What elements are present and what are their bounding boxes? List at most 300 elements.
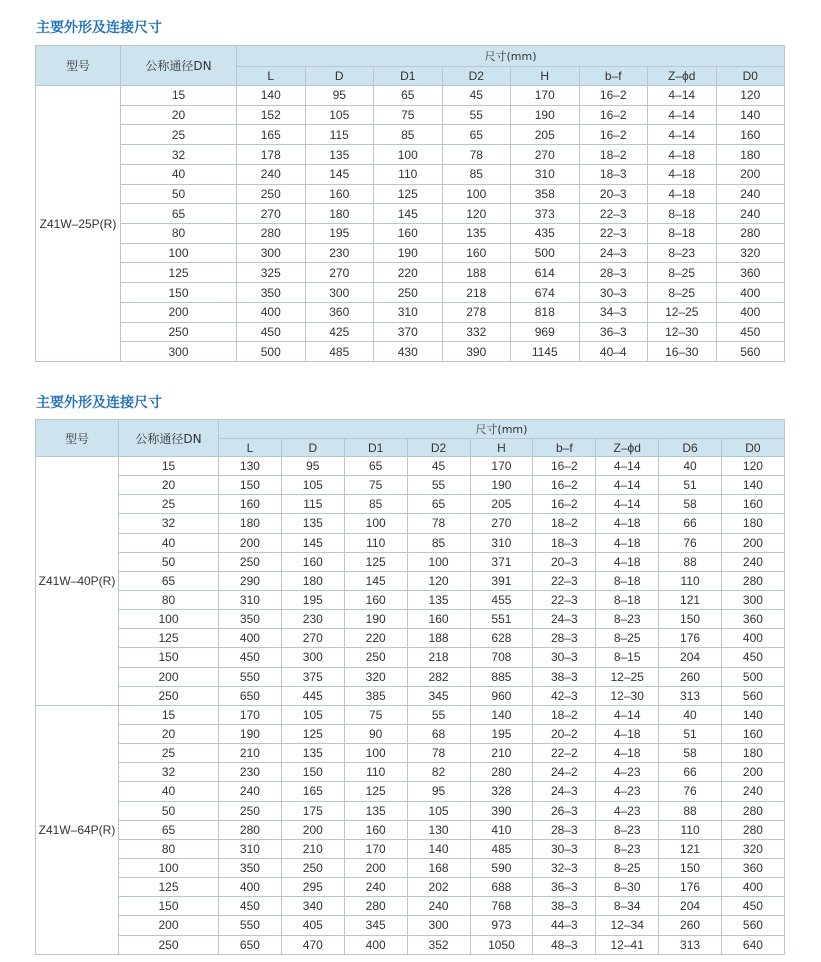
dimension-cell: 614 [511, 263, 580, 283]
dimension-cell: 160 [716, 125, 785, 145]
dimension-cell: 210 [470, 744, 533, 763]
dimension-cell: 768 [470, 897, 533, 916]
dimension-cell: 65 [374, 86, 443, 106]
dn-cell: 80 [119, 590, 219, 609]
dimension-cell: 300 [237, 243, 306, 263]
dimension-cell: 300 [305, 283, 374, 303]
dimension-cell: 300 [407, 916, 470, 935]
dimension-cell: 12–25 [596, 667, 659, 686]
dimension-cell: 130 [407, 820, 470, 839]
dimension-cell: 16–2 [579, 105, 648, 125]
dimension-cell: 310 [219, 839, 282, 858]
dimension-cell: 195 [281, 590, 344, 609]
dimension-cell: 400 [722, 629, 785, 648]
dimension-cell: 22–3 [579, 204, 648, 224]
dimension-cell: 551 [470, 610, 533, 629]
dimension-cell: 24–3 [533, 782, 596, 801]
table-row [36, 744, 785, 763]
dimension-cell: 135 [281, 514, 344, 533]
dimension-table-2 [35, 419, 785, 955]
dimension-cell: 150 [219, 476, 282, 495]
dimension-cell: 165 [237, 125, 306, 145]
dimension-cell: 4–23 [596, 782, 659, 801]
dimension-cell: 130 [219, 457, 282, 476]
table-row [36, 243, 785, 263]
dimension-cell: 250 [374, 283, 443, 303]
table-row [36, 916, 785, 935]
dimension-cell: 38–3 [533, 897, 596, 916]
dimension-cell: 4–18 [596, 514, 659, 533]
dimension-cell: 560 [722, 916, 785, 935]
dimension-cell: 135 [344, 801, 407, 820]
dimension-cell: 450 [237, 322, 306, 342]
dimension-cell: 550 [219, 667, 282, 686]
dimension-cell: 4–14 [596, 457, 659, 476]
dimension-cell: 12–41 [596, 935, 659, 954]
dimension-cell: 425 [305, 322, 374, 342]
dimension-cell: 190 [344, 610, 407, 629]
dimension-cell: 550 [219, 916, 282, 935]
dimension-cell: 125 [374, 184, 443, 204]
dimension-cell: 120 [722, 457, 785, 476]
dimension-cell: 190 [374, 243, 443, 263]
table-row [36, 105, 785, 125]
dn-cell: 32 [119, 514, 219, 533]
dimension-cell: 400 [344, 935, 407, 954]
dimension-cell: 628 [470, 629, 533, 648]
dimension-cell: 78 [442, 145, 511, 165]
dimension-cell: 4–14 [596, 495, 659, 514]
section-title-2: 主要外形及连接尺寸 [36, 395, 162, 411]
dimension-cell: 16–30 [648, 342, 717, 362]
dimension-cell: 135 [442, 224, 511, 244]
dimension-cell: 240 [722, 782, 785, 801]
dimension-cell: 260 [659, 916, 722, 935]
dimension-cell: 210 [219, 744, 282, 763]
dimension-cell: 90 [344, 724, 407, 743]
dimension-cell: 4–14 [648, 105, 717, 125]
dimension-cell: 345 [407, 686, 470, 705]
dimension-cell: 640 [722, 935, 785, 954]
dimension-cell: 180 [219, 514, 282, 533]
dimension-cell: 85 [344, 495, 407, 514]
dimension-cell: 168 [407, 858, 470, 877]
dimension-cell: 12–30 [648, 322, 717, 342]
dimension-cell: 202 [407, 878, 470, 897]
dimension-cell: 205 [511, 125, 580, 145]
dimension-cell: 280 [344, 897, 407, 916]
dimension-cell: 204 [659, 648, 722, 667]
dimension-cell: 176 [659, 629, 722, 648]
dimension-cell: 313 [659, 686, 722, 705]
dimension-cell: 350 [219, 610, 282, 629]
dimension-cell: 190 [219, 724, 282, 743]
dimension-cell: 455 [470, 590, 533, 609]
dimension-cell: 175 [281, 801, 344, 820]
dimension-cell: 18–3 [533, 533, 596, 552]
dimension-cell: 100 [374, 145, 443, 165]
dimension-cell: 708 [470, 648, 533, 667]
dimension-cell: 58 [659, 744, 722, 763]
dimension-cell: 4–14 [648, 125, 717, 145]
dimension-cell: 218 [407, 648, 470, 667]
dimension-cell: 674 [511, 283, 580, 303]
dimension-cell: 200 [281, 820, 344, 839]
dimension-cell: 76 [659, 533, 722, 552]
dimension-cell: 16–2 [533, 495, 596, 514]
dimension-cell: 125 [344, 552, 407, 571]
dimension-cell: 20–2 [533, 724, 596, 743]
dimension-cell: 140 [722, 705, 785, 724]
dimension-cell: 220 [344, 629, 407, 648]
nominal-diameter-header: 公称通径DN [121, 46, 237, 86]
dimension-cell: 250 [281, 858, 344, 877]
column-header: D [305, 67, 374, 86]
table-row [36, 629, 785, 648]
dimension-cell: 36–3 [579, 322, 648, 342]
dimension-cell: 75 [344, 705, 407, 724]
dimension-cell: 8–18 [648, 224, 717, 244]
dn-cell: 200 [119, 667, 219, 686]
dimension-cell: 400 [237, 302, 306, 322]
table-row [36, 858, 785, 877]
dimension-cell: 200 [722, 763, 785, 782]
dimension-cell: 310 [374, 302, 443, 322]
column-header: D2 [442, 67, 511, 86]
dimension-cell: 270 [470, 514, 533, 533]
dimension-cell: 65 [442, 125, 511, 145]
dimension-cell: 400 [722, 878, 785, 897]
dimension-cell: 500 [722, 667, 785, 686]
table-row [36, 224, 785, 244]
model-cell: Z41W–40P(R) [36, 457, 119, 706]
dimension-cell: 270 [237, 204, 306, 224]
dimension-cell: 8–18 [596, 571, 659, 590]
column-header: b–f [533, 439, 596, 457]
dimension-cell: 270 [281, 629, 344, 648]
dimension-cell: 340 [281, 897, 344, 916]
dimension-cell: 218 [442, 283, 511, 303]
table-row [36, 705, 785, 724]
dn-cell: 150 [121, 283, 237, 303]
dimension-cell: 390 [442, 342, 511, 362]
dimension-cell: 170 [219, 705, 282, 724]
dimension-cell: 38–3 [533, 667, 596, 686]
dimension-cell: 145 [305, 164, 374, 184]
dimension-cell: 485 [305, 342, 374, 362]
dn-cell: 20 [121, 105, 237, 125]
dimension-cell: 371 [470, 552, 533, 571]
dimension-cell: 320 [344, 667, 407, 686]
dimension-cell: 325 [237, 263, 306, 283]
dn-cell: 250 [121, 322, 237, 342]
dimension-cell: 30–3 [533, 839, 596, 858]
dimension-cell: 280 [722, 820, 785, 839]
column-header: L [219, 439, 282, 457]
dimension-cell: 45 [442, 86, 511, 106]
dimension-cell: 280 [722, 801, 785, 820]
dimension-cell: 100 [344, 514, 407, 533]
dimension-cell: 16–2 [579, 86, 648, 106]
dimension-cell: 410 [470, 820, 533, 839]
dimension-cell: 160 [407, 610, 470, 629]
dimension-cell: 240 [407, 897, 470, 916]
dimension-cell: 180 [281, 571, 344, 590]
dimension-cell: 34–3 [579, 302, 648, 322]
dimension-cell: 26–3 [533, 801, 596, 820]
dimension-cell: 400 [219, 629, 282, 648]
dimension-cell: 4–14 [648, 86, 717, 106]
dimension-cell: 115 [305, 125, 374, 145]
dimension-cell: 360 [722, 610, 785, 629]
dimension-cell: 430 [374, 342, 443, 362]
dimension-cell: 140 [237, 86, 306, 106]
dn-cell: 150 [119, 897, 219, 916]
dimension-cell: 1050 [470, 935, 533, 954]
dimension-cell: 260 [659, 667, 722, 686]
dimension-cell: 16–2 [533, 476, 596, 495]
column-header: H [470, 439, 533, 457]
dimension-cell: 332 [442, 322, 511, 342]
table-row [36, 164, 785, 184]
column-header: D1 [374, 67, 443, 86]
model-header: 型号 [36, 46, 121, 86]
dimension-cell: 300 [281, 648, 344, 667]
dimension-cell: 140 [722, 476, 785, 495]
header-row [36, 420, 785, 439]
dimension-cell: 8–23 [596, 839, 659, 858]
dimension-cell: 200 [219, 533, 282, 552]
dimension-cell: 110 [659, 820, 722, 839]
dimension-cell: 125 [281, 724, 344, 743]
dimension-cell: 66 [659, 763, 722, 782]
dimension-cell: 55 [442, 105, 511, 125]
dimension-cell: 310 [511, 164, 580, 184]
dimension-cell: 400 [716, 283, 785, 303]
dn-cell: 65 [119, 571, 219, 590]
dimension-cell: 650 [219, 686, 282, 705]
table-row [36, 457, 785, 476]
dimension-cell: 120 [442, 204, 511, 224]
dimension-cell: 170 [344, 839, 407, 858]
dimension-cell: 345 [344, 916, 407, 935]
dimension-cell: 18–3 [579, 164, 648, 184]
dimension-cell: 121 [659, 590, 722, 609]
dimension-cell: 51 [659, 476, 722, 495]
dimension-cell: 78 [407, 744, 470, 763]
column-header: D0 [722, 439, 785, 457]
dimension-cell: 350 [219, 858, 282, 877]
dimension-cell: 45 [407, 457, 470, 476]
dimension-cell: 4–23 [596, 801, 659, 820]
dimension-cell: 400 [716, 302, 785, 322]
dn-cell: 15 [121, 86, 237, 106]
dimension-cell: 485 [470, 839, 533, 858]
dimension-cell: 300 [722, 590, 785, 609]
table-row [36, 801, 785, 820]
dimension-cell: 18–2 [533, 705, 596, 724]
dimension-cell: 400 [219, 878, 282, 897]
dimension-cell: 435 [511, 224, 580, 244]
dimension-cell: 150 [659, 610, 722, 629]
dimension-cell: 450 [716, 322, 785, 342]
dimension-cell: 4–14 [596, 476, 659, 495]
model-header: 型号 [36, 420, 119, 457]
dimension-cell: 160 [374, 224, 443, 244]
dimension-cell: 8–25 [648, 263, 717, 283]
dimension-cell: 445 [281, 686, 344, 705]
column-header: D2 [407, 439, 470, 457]
table-row [36, 184, 785, 204]
dimension-cell: 65 [407, 495, 470, 514]
dimension-cell: 280 [237, 224, 306, 244]
header-row [36, 46, 785, 67]
dn-cell: 32 [119, 763, 219, 782]
dimension-cell: 176 [659, 878, 722, 897]
model-cell: Z41W–25P(R) [36, 86, 121, 362]
dimension-cell: 22–2 [533, 744, 596, 763]
dimension-cell: 16–2 [579, 125, 648, 145]
dimension-cell: 320 [722, 839, 785, 858]
dimension-cell: 688 [470, 878, 533, 897]
dimension-cell: 352 [407, 935, 470, 954]
dimension-cell: 360 [722, 858, 785, 877]
dimension-cell: 40 [659, 705, 722, 724]
dn-cell: 200 [121, 302, 237, 322]
dimension-cell: 188 [407, 629, 470, 648]
dimension-cell: 178 [237, 145, 306, 165]
dn-cell: 50 [119, 801, 219, 820]
dimension-cell: 105 [281, 705, 344, 724]
dimension-cell: 4–18 [648, 164, 717, 184]
table-row [36, 878, 785, 897]
dimension-cell: 150 [659, 858, 722, 877]
dimension-cell: 280 [722, 571, 785, 590]
dimension-cell: 4–18 [596, 552, 659, 571]
dimension-cell: 560 [716, 342, 785, 362]
dn-cell: 65 [119, 820, 219, 839]
dimension-cell: 4–18 [596, 724, 659, 743]
table-row [36, 839, 785, 858]
dimension-cell: 8–23 [596, 610, 659, 629]
dimension-table-1 [35, 45, 785, 362]
dimension-cell: 20–3 [533, 552, 596, 571]
dimension-cell: 22–3 [533, 590, 596, 609]
dn-cell: 25 [121, 125, 237, 145]
dimension-cell: 100 [407, 552, 470, 571]
dimension-cell: 280 [219, 820, 282, 839]
nominal-diameter-header: 公称通径DN [119, 420, 219, 457]
dn-cell: 150 [119, 648, 219, 667]
dn-cell: 200 [119, 916, 219, 935]
table-row [36, 533, 785, 552]
table-row [36, 514, 785, 533]
dimension-cell: 250 [344, 648, 407, 667]
dimension-cell: 818 [511, 302, 580, 322]
dimension-cell: 4–23 [596, 763, 659, 782]
dimension-cell: 4–18 [596, 533, 659, 552]
dimension-cell: 95 [281, 457, 344, 476]
dimension-cell: 160 [219, 495, 282, 514]
dimension-cell: 8–34 [596, 897, 659, 916]
dimension-cell: 20–3 [579, 184, 648, 204]
dimension-cell: 500 [237, 342, 306, 362]
column-header: D [281, 439, 344, 457]
table-row [36, 590, 785, 609]
dn-cell: 80 [121, 224, 237, 244]
dimension-cell: 270 [511, 145, 580, 165]
dimension-cell: 270 [305, 263, 374, 283]
dimension-cell: 240 [716, 204, 785, 224]
table-row [36, 86, 785, 106]
dn-cell: 125 [119, 629, 219, 648]
dimension-cell: 88 [659, 801, 722, 820]
dimension-cell: 280 [716, 224, 785, 244]
dimension-cell: 58 [659, 495, 722, 514]
table-row [36, 571, 785, 590]
dimension-cell: 110 [344, 763, 407, 782]
dimension-cell: 360 [716, 263, 785, 283]
table-row [36, 322, 785, 342]
dimension-cell: 135 [407, 590, 470, 609]
dimension-cell: 110 [344, 533, 407, 552]
column-header: H [511, 67, 580, 86]
dimension-cell: 328 [470, 782, 533, 801]
dimension-header: 尺寸(mm) [237, 46, 785, 67]
dimension-cell: 140 [470, 705, 533, 724]
dimension-cell: 120 [407, 571, 470, 590]
dimension-cell: 24–3 [533, 610, 596, 629]
column-header: D0 [716, 67, 785, 86]
dn-cell: 100 [119, 858, 219, 877]
dimension-cell: 370 [374, 322, 443, 342]
dn-cell: 125 [121, 263, 237, 283]
dimension-cell: 100 [442, 184, 511, 204]
dimension-cell: 66 [659, 514, 722, 533]
dimension-cell: 405 [281, 916, 344, 935]
dimension-cell: 8–23 [596, 820, 659, 839]
dimension-cell: 240 [722, 552, 785, 571]
dimension-cell: 110 [374, 164, 443, 184]
dimension-cell: 650 [219, 935, 282, 954]
dimension-cell: 152 [237, 105, 306, 125]
dimension-cell: 12–25 [648, 302, 717, 322]
table-row [36, 476, 785, 495]
dimension-cell: 500 [511, 243, 580, 263]
dimension-cell: 240 [219, 782, 282, 801]
dimension-cell: 360 [305, 302, 374, 322]
column-header: D6 [659, 439, 722, 457]
dimension-cell: 240 [237, 164, 306, 184]
dn-cell: 15 [119, 457, 219, 476]
dimension-cell: 885 [470, 667, 533, 686]
dimension-cell: 85 [442, 164, 511, 184]
dimension-cell: 12–34 [596, 916, 659, 935]
dimension-cell: 120 [716, 86, 785, 106]
dimension-cell: 195 [305, 224, 374, 244]
dimension-cell: 373 [511, 204, 580, 224]
dimension-cell: 105 [281, 476, 344, 495]
dimension-cell: 95 [407, 782, 470, 801]
dimension-cell: 110 [659, 571, 722, 590]
dimension-cell: 8–25 [596, 629, 659, 648]
column-header: Z–ϕd [596, 439, 659, 457]
dimension-cell: 190 [470, 476, 533, 495]
dimension-cell: 160 [281, 552, 344, 571]
dimension-cell: 16–2 [533, 457, 596, 476]
dimension-cell: 450 [219, 897, 282, 916]
dimension-cell: 105 [407, 801, 470, 820]
